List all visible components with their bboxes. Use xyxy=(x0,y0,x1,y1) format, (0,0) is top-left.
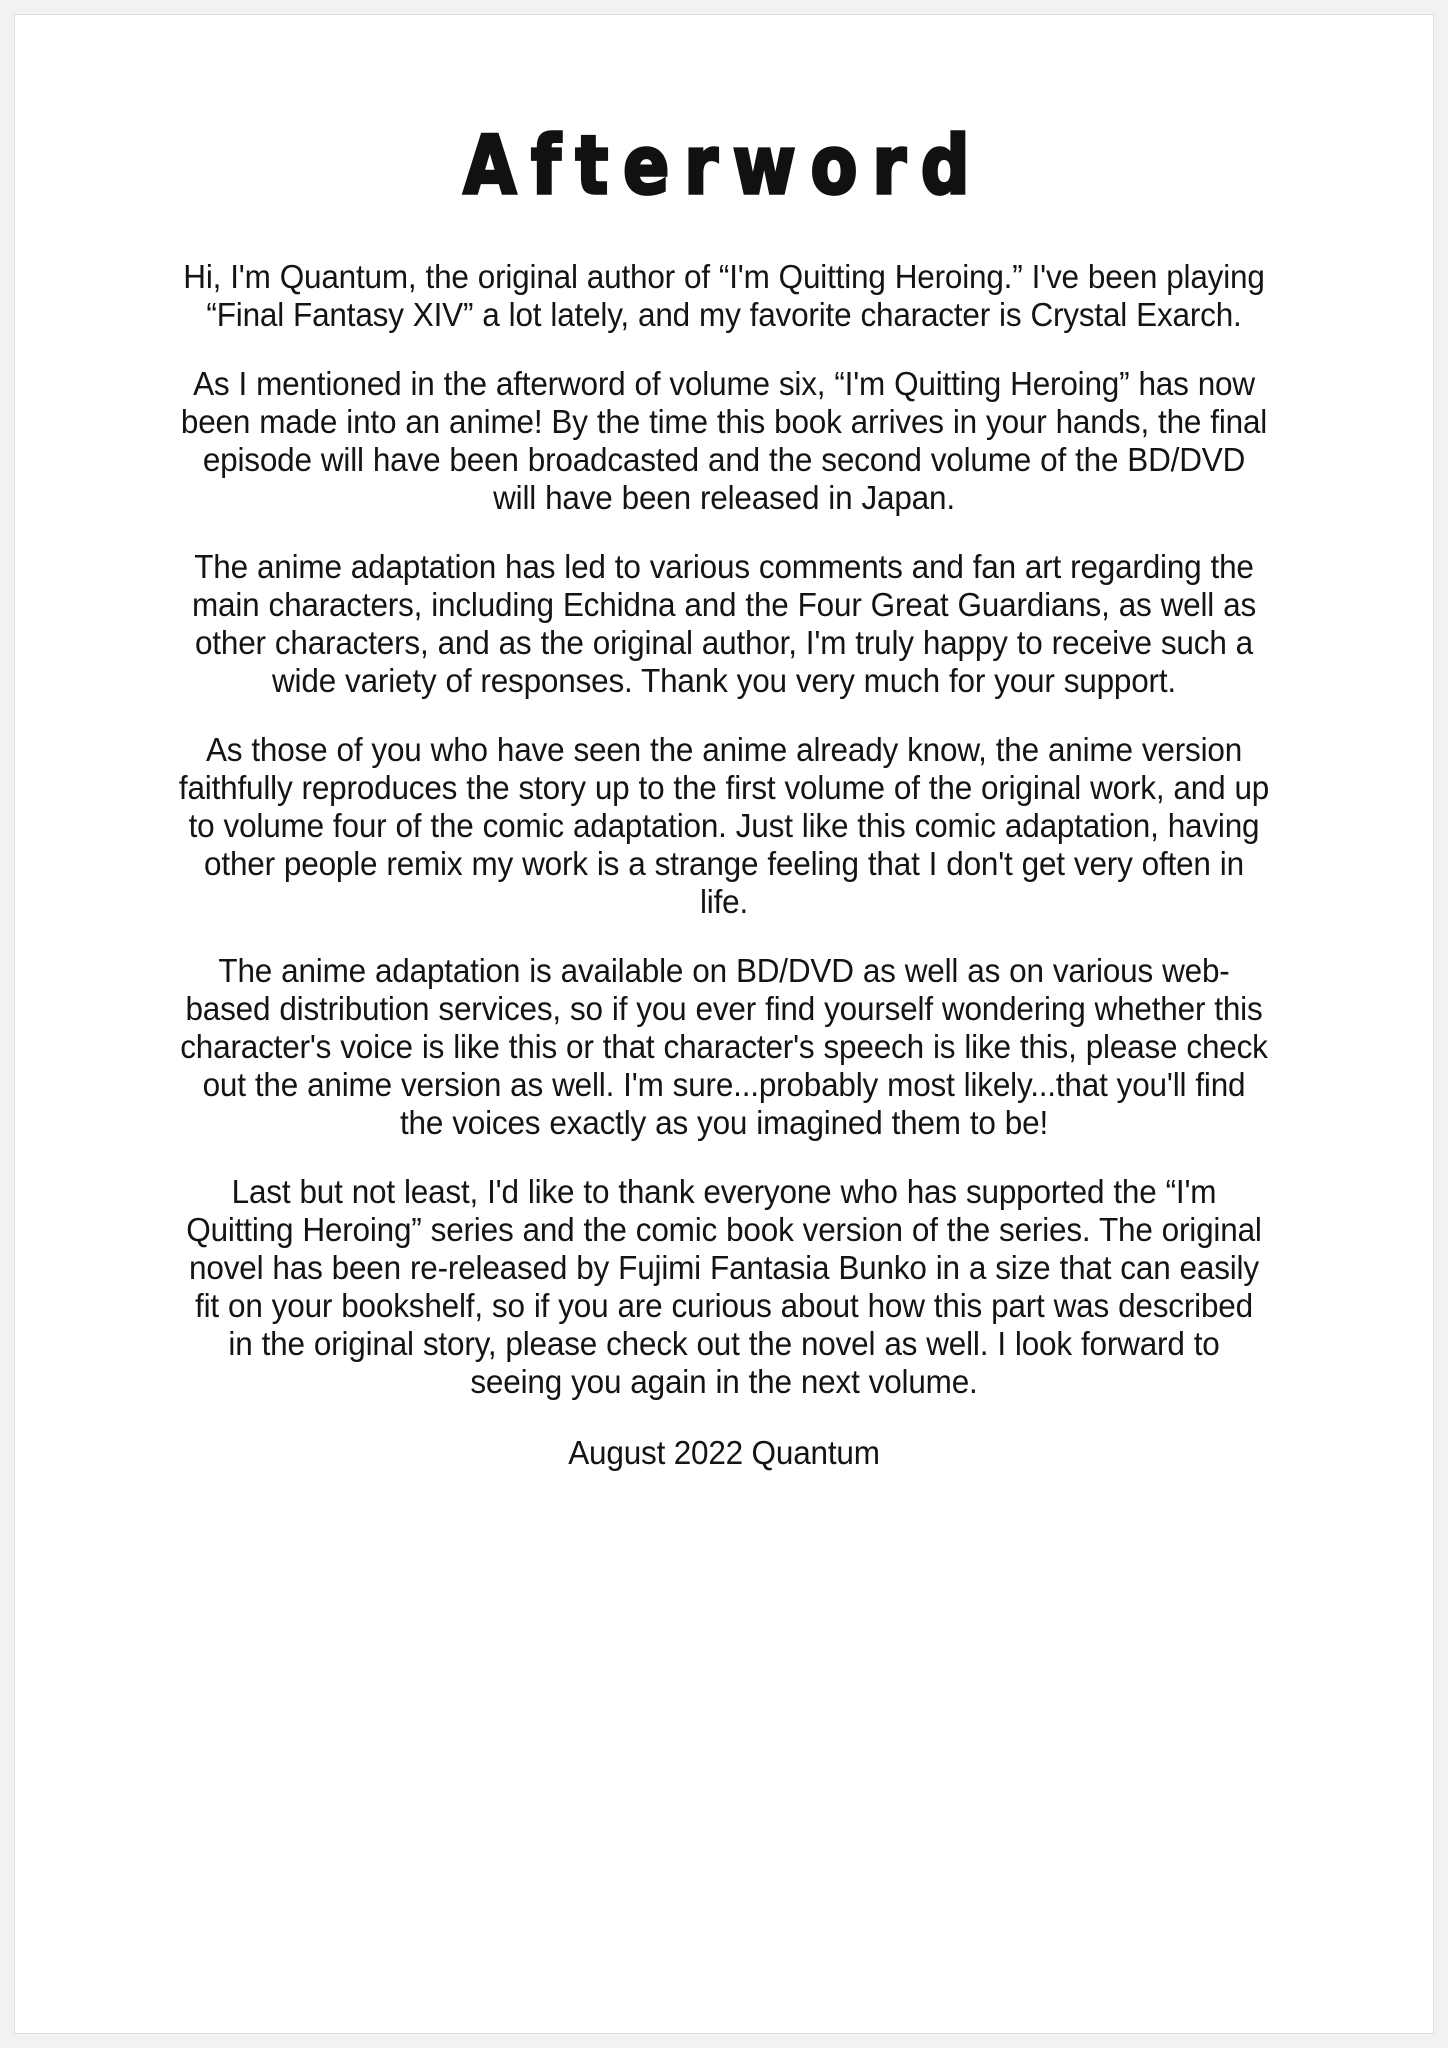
afterword-page-content xyxy=(15,15,1433,2033)
afterword-paragraph: The anime adaptation is available on BD/DVD as well as on various web-based distribution services, so if you ever find yourself wondering whether this character's voice is like this or that character's speech is like this, please check out the anime version as well. I'm sure...probably most likely...that you'll find the voices exactly as you imagined them to be! xyxy=(180,953,1268,1142)
afterword-paragraph: As I mentioned in the afterword of volume six, “I'm Quitting Heroing” has now been made into an anime! By the time this book arrives in your hands, the final episode will have been broadcasted and the second volume of the BD/DVD will have been released in Japan. xyxy=(180,366,1268,517)
afterword-paragraph: Hi, I'm Quantum, the original author of “I'm Quitting Heroing.” I've been playing “Final Fantasy XIV” a lot lately, and my favorite character is Crystal Exarch. xyxy=(183,259,1265,334)
afterword-paragraph: Last but not least, I'd like to thank everyone who has supported the “I'm Quitting Heroing” series and the comic book version of the series. The original novel has been re-released by Fujimi Fantasia Bunko in a size that can easily fit on your bookshelf, so if you are curious about how this part was described in the original story, please check out the novel as well. I look forward to seeing you again in the next volume. xyxy=(186,1174,1262,1401)
paper-sheet xyxy=(14,14,1434,2034)
afterword-body xyxy=(144,259,1304,1473)
afterword-signature: August 2022 Quantum xyxy=(568,1435,880,1472)
afterword-paragraph: The anime adaptation has led to various comments and fan art regarding the main characters, including Echidna and the Four Great Guardians, as well as other characters, and as the original author, I'm truly happy to receive such a wide variety of responses. Thank you very much for your support. xyxy=(191,549,1257,700)
page-title-container xyxy=(15,119,1433,214)
afterword-paragraph: As those of you who have seen the anime already know, the anime version faithfully reproduces the story up to the first volume of the original work, and up to volume four of the comic adaptation. Just like this comic adaptation, having other people remix my work is a strange feeling that I don't get very often in life. xyxy=(178,732,1270,921)
page-title: Afterword xyxy=(463,119,985,214)
